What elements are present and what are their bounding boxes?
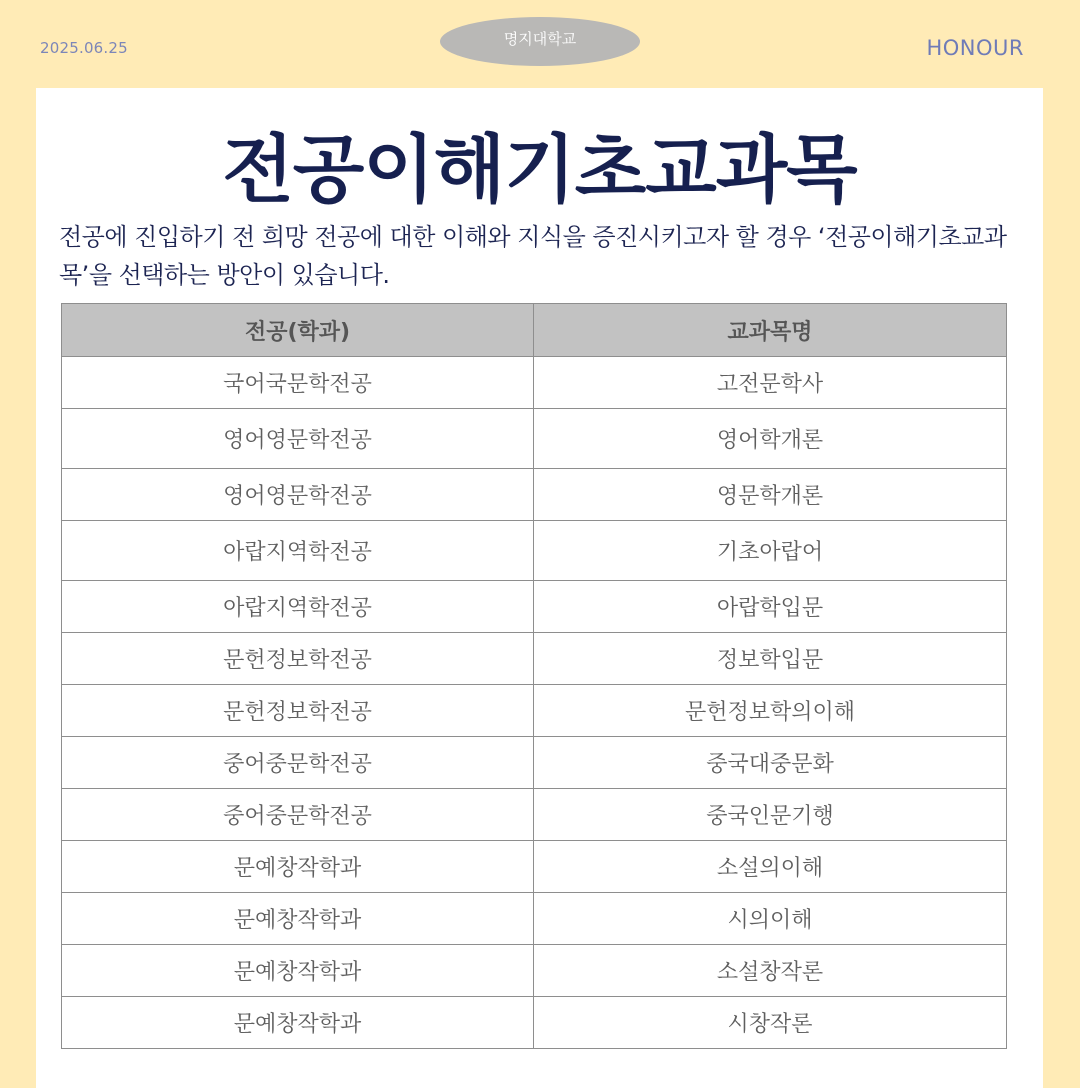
- table-row: [62, 841, 1007, 893]
- course-cell: 영문학개론: [534, 469, 1007, 520]
- table-row: [62, 997, 1007, 1049]
- course-cell: 시의이해: [534, 893, 1007, 944]
- table-row: [62, 737, 1007, 789]
- table-row: [62, 945, 1007, 997]
- table-row: [62, 633, 1007, 685]
- school-badge: 명지대학교: [440, 17, 640, 66]
- table-row: [62, 893, 1007, 945]
- content-card: [36, 88, 1043, 1088]
- header-major: 전공(학과): [62, 304, 534, 356]
- brand-logo-text: HONOUR: [926, 36, 1024, 60]
- major-cell: 중어중문학전공: [62, 737, 534, 788]
- major-cell: 아랍지역학전공: [62, 521, 534, 580]
- table-header-row: [62, 304, 1007, 357]
- table-row: [62, 581, 1007, 633]
- table-row: [62, 685, 1007, 737]
- course-cell: 시창작론: [534, 997, 1007, 1048]
- table-row: [62, 789, 1007, 841]
- major-cell: 문헌정보학전공: [62, 685, 534, 736]
- course-cell: 중국인문기행: [534, 789, 1007, 840]
- post-date: 2025.06.25: [40, 39, 128, 57]
- major-cell: 영어영문학전공: [62, 469, 534, 520]
- course-cell: 문헌정보학의이해: [534, 685, 1007, 736]
- course-cell: 아랍학입문: [534, 581, 1007, 632]
- table-row: [62, 357, 1007, 409]
- page-title: 전공이해기초교과목: [222, 127, 857, 213]
- course-cell: 소설의이해: [534, 841, 1007, 892]
- course-cell: 소설창작론: [534, 945, 1007, 996]
- table-row: [62, 521, 1007, 581]
- table-row: [62, 409, 1007, 469]
- major-cell: 문헌정보학전공: [62, 633, 534, 684]
- course-cell: 영어학개론: [534, 409, 1007, 468]
- major-cell: 문예창작학과: [62, 841, 534, 892]
- course-cell: 정보학입문: [534, 633, 1007, 684]
- description: 전공에 진입하기 전 희망 전공에 대한 이해와 지식을 증진시키고자 할 경우 ‘전공이해기초교과목’을 선택하는 방안이 있습니다.: [59, 223, 1007, 289]
- course-cell: 고전문학사: [534, 357, 1007, 408]
- header-course: 교과목명: [534, 304, 1007, 356]
- major-cell: 중어중문학전공: [62, 789, 534, 840]
- major-cell: 영어영문학전공: [62, 409, 534, 468]
- course-cell: 기초아랍어: [534, 521, 1007, 580]
- major-cell: 국어국문학전공: [62, 357, 534, 408]
- major-cell: 문예창작학과: [62, 893, 534, 944]
- major-cell: 문예창작학과: [62, 945, 534, 996]
- major-cell: 아랍지역학전공: [62, 581, 534, 632]
- major-cell: 문예창작학과: [62, 997, 534, 1048]
- course-cell: 중국대중문화: [534, 737, 1007, 788]
- table-row: [62, 469, 1007, 521]
- course-table: [61, 303, 1007, 1049]
